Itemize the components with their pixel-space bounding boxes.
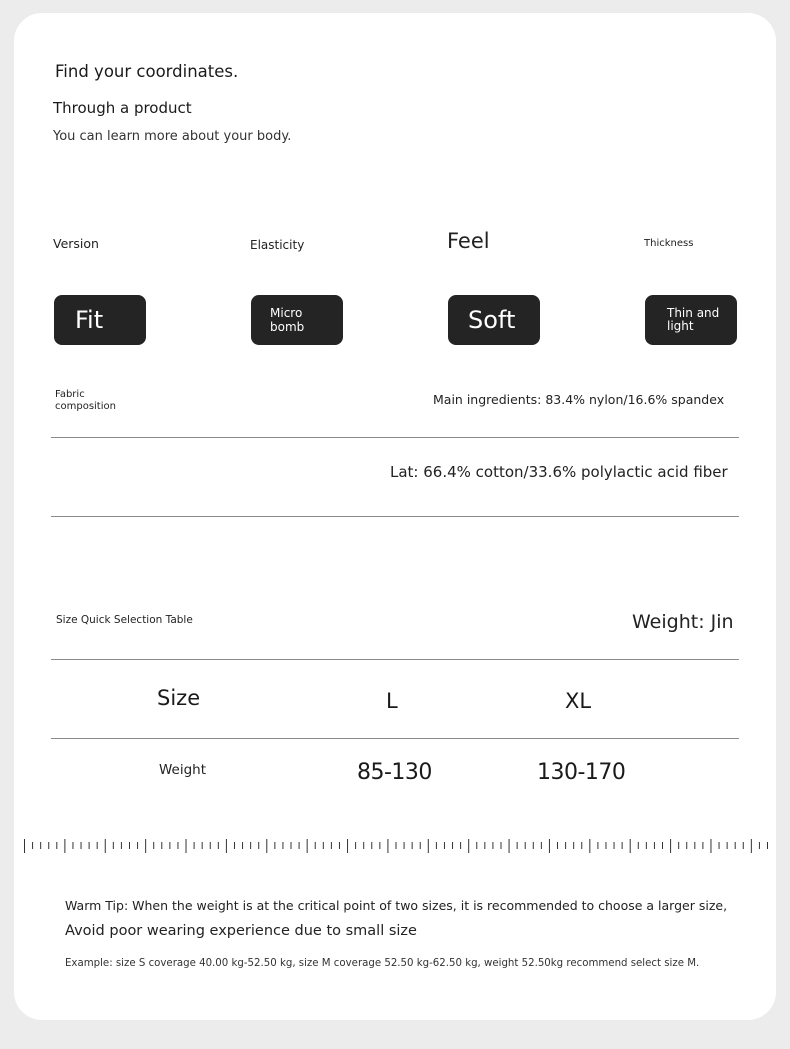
ruler-divider	[24, 838, 768, 854]
divider	[51, 516, 739, 517]
warm-tip-line2: Avoid poor wearing experience due to small size	[65, 923, 417, 939]
intro-title: Find your coordinates.	[55, 62, 239, 81]
weight-row-label: Weight	[159, 762, 207, 778]
fabric-main-ingredients: Main ingredients: 83.4% nylon/16.6% spandex	[433, 392, 725, 407]
intro-description: You can learn more about your body.	[53, 129, 292, 144]
weight-unit-label: Weight: Jin	[632, 611, 734, 633]
attribute-pill-version	[54, 295, 146, 345]
attribute-value-elasticity: Micro bomb	[270, 306, 305, 334]
size-table-title: Size Quick Selection Table	[56, 614, 193, 626]
size-header-xl: XL	[565, 689, 592, 713]
attribute-pill-feel	[448, 295, 540, 345]
attribute-label-version: Version	[53, 236, 99, 251]
attribute-value-feel: Soft	[468, 306, 516, 334]
warm-tip-line1: Warm Tip: When the weight is at the critical point of two sizes, it is recommended to choose a larger size,	[65, 898, 728, 913]
attribute-pill-elasticity	[251, 295, 343, 345]
fabric-lat-ingredients: Lat: 66.4% cotton/33.6% polylactic acid fiber	[390, 463, 728, 481]
attribute-pill-thickness	[645, 295, 737, 345]
size-header-label: Size	[157, 686, 201, 710]
attribute-label-thickness: Thickness	[644, 238, 694, 249]
divider	[51, 437, 739, 438]
divider	[51, 738, 739, 739]
intro-subtitle: Through a product	[53, 99, 192, 117]
attribute-label-elasticity: Elasticity	[250, 238, 305, 252]
fabric-label: Fabric composition	[55, 389, 116, 412]
attribute-label-feel: Feel	[447, 229, 490, 253]
size-header-l: L	[386, 689, 398, 713]
size-example: Example: size S coverage 40.00 kg-52.50 kg, size M coverage 52.50 kg-62.50 kg, weight 52.50kg recommend select size M.	[65, 958, 700, 969]
weight-value-xl: 130-170	[537, 760, 626, 785]
divider	[51, 659, 739, 660]
attribute-value-version: Fit	[75, 306, 104, 334]
weight-value-l: 85-130	[357, 760, 432, 785]
attribute-value-thickness: Thin and light	[667, 306, 720, 333]
